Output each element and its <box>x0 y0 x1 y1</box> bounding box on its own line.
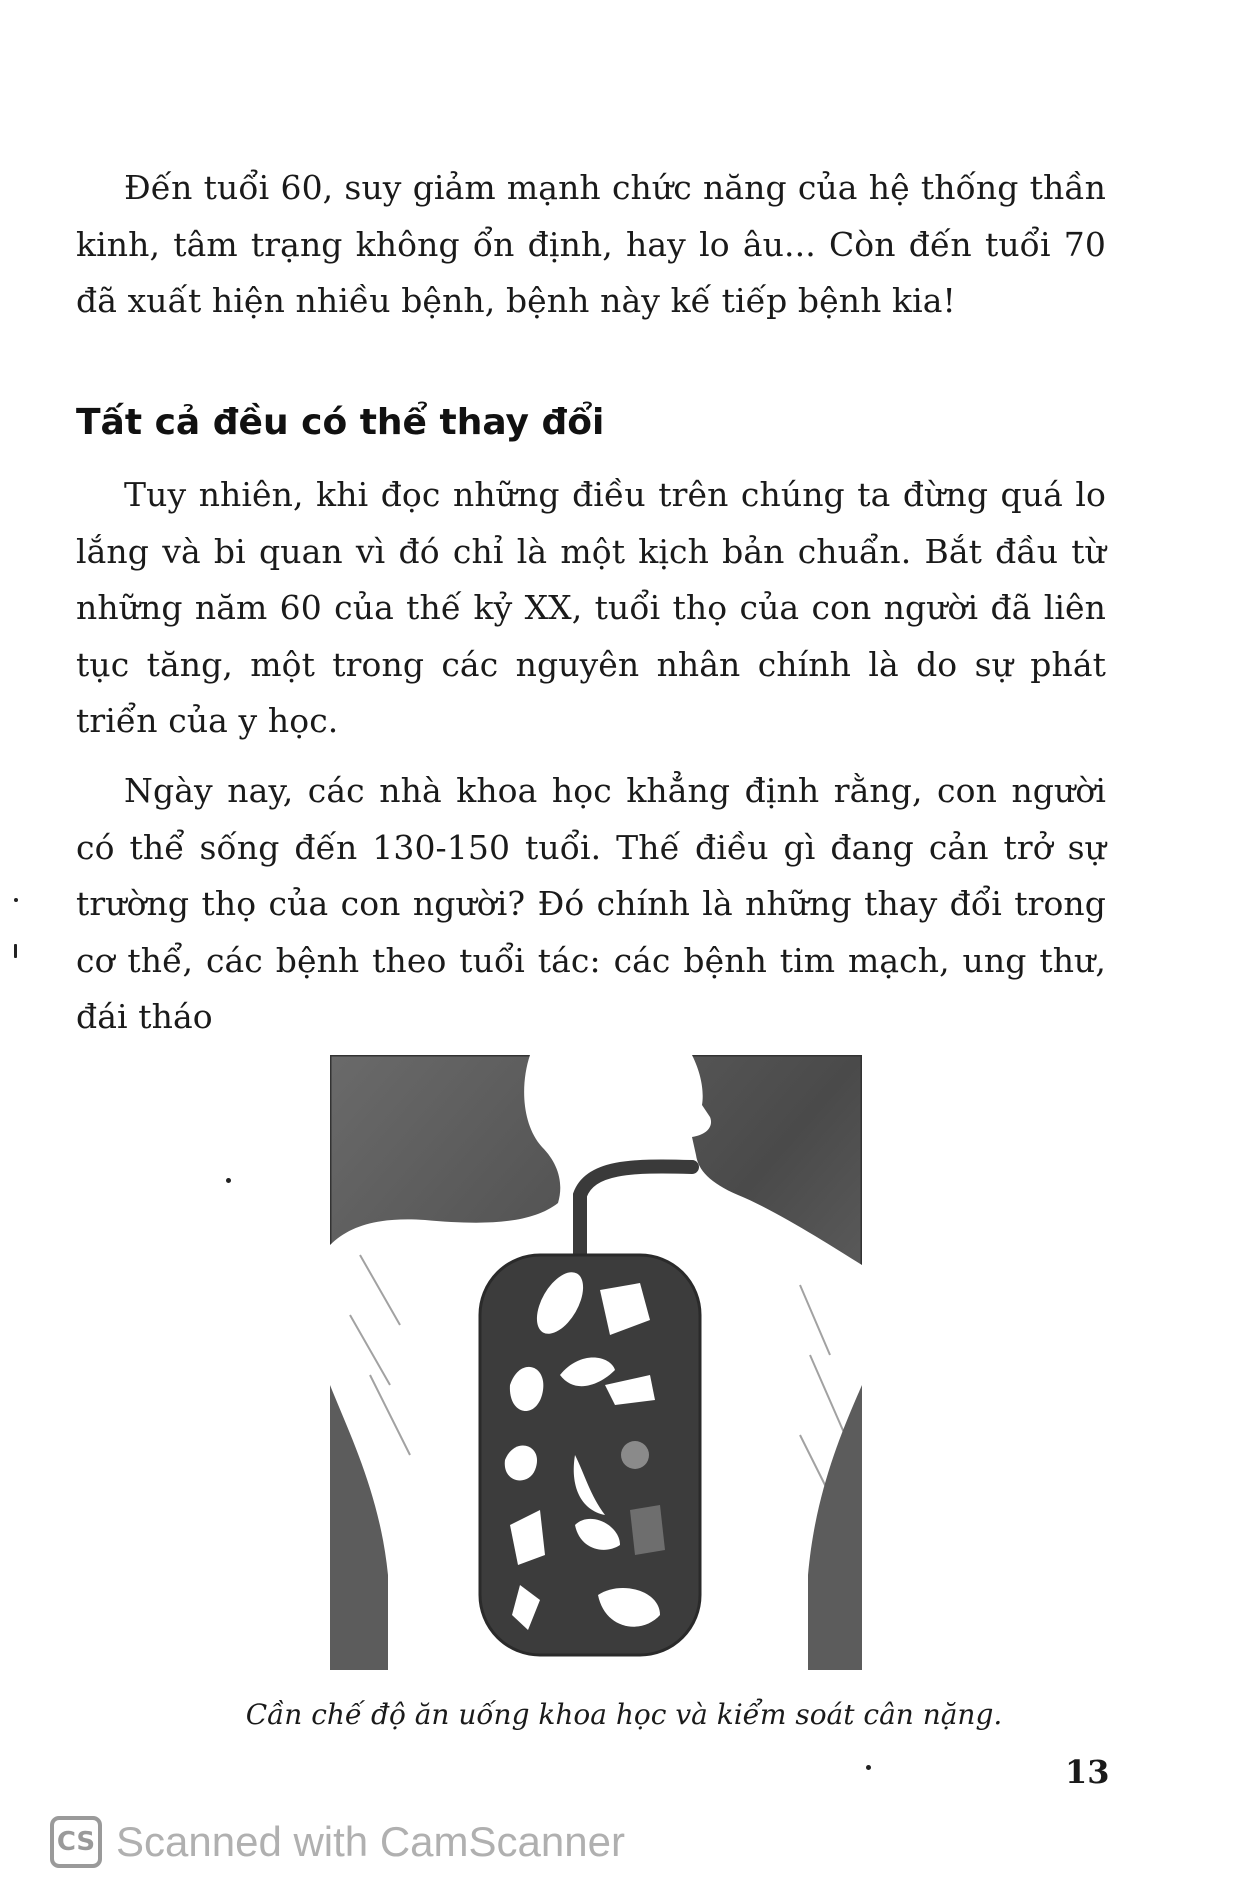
figure-caption: Cần chế độ ăn uống khoa học và kiểm soát cân nặng. <box>245 1698 1003 1731</box>
watermark-text: Scanned with CamScanner <box>116 1818 625 1865</box>
illustration-body-food <box>330 1055 862 1670</box>
page-number: 13 <box>1065 1753 1110 1791</box>
paragraph-life-expectancy: Tuy nhiên, khi đọc những điều trên chúng ta đừng quá lo lắng và bi quan vì đó chỉ là một kịch bản chuẩn. Bắt đầu từ những năm 60 của thế kỷ XX, tuổi thọ của con người đã liên tục tăng, một trong các nguyên nhân chính là do sự phát triển của y học. <box>76 475 1106 740</box>
paragraph-aging-symptoms: Đến tuổi 60, suy giảm mạnh chức năng của hệ thống thần kinh, tâm trạng không ổn định, hay lo âu... Còn đến tuổi 70 đã xuất hiện nhiều bệnh, bệnh này kế tiếp bệnh kia! <box>76 168 1106 320</box>
camscanner-logo-icon: CS <box>50 1816 102 1868</box>
scan-speck <box>226 1178 231 1183</box>
paragraph-longevity-obstacles: Ngày nay, các nhà khoa học khẳng định rằng, con người có thể sống đến 130-150 tuổi. Thế điều gì đang cản trở sự trường thọ của con người? Đó chính là những thay đổi trong cơ thể, các bệnh theo tuổi tác: các bệnh tim mạch, ung thư, đái tháo <box>76 771 1106 1036</box>
section-heading: Tất cả đều có thể thay đổi <box>76 402 605 443</box>
scan-speck <box>14 944 17 958</box>
scan-speck <box>14 898 18 902</box>
scan-speck <box>866 1765 871 1770</box>
camscanner-watermark <box>50 1812 625 1872</box>
